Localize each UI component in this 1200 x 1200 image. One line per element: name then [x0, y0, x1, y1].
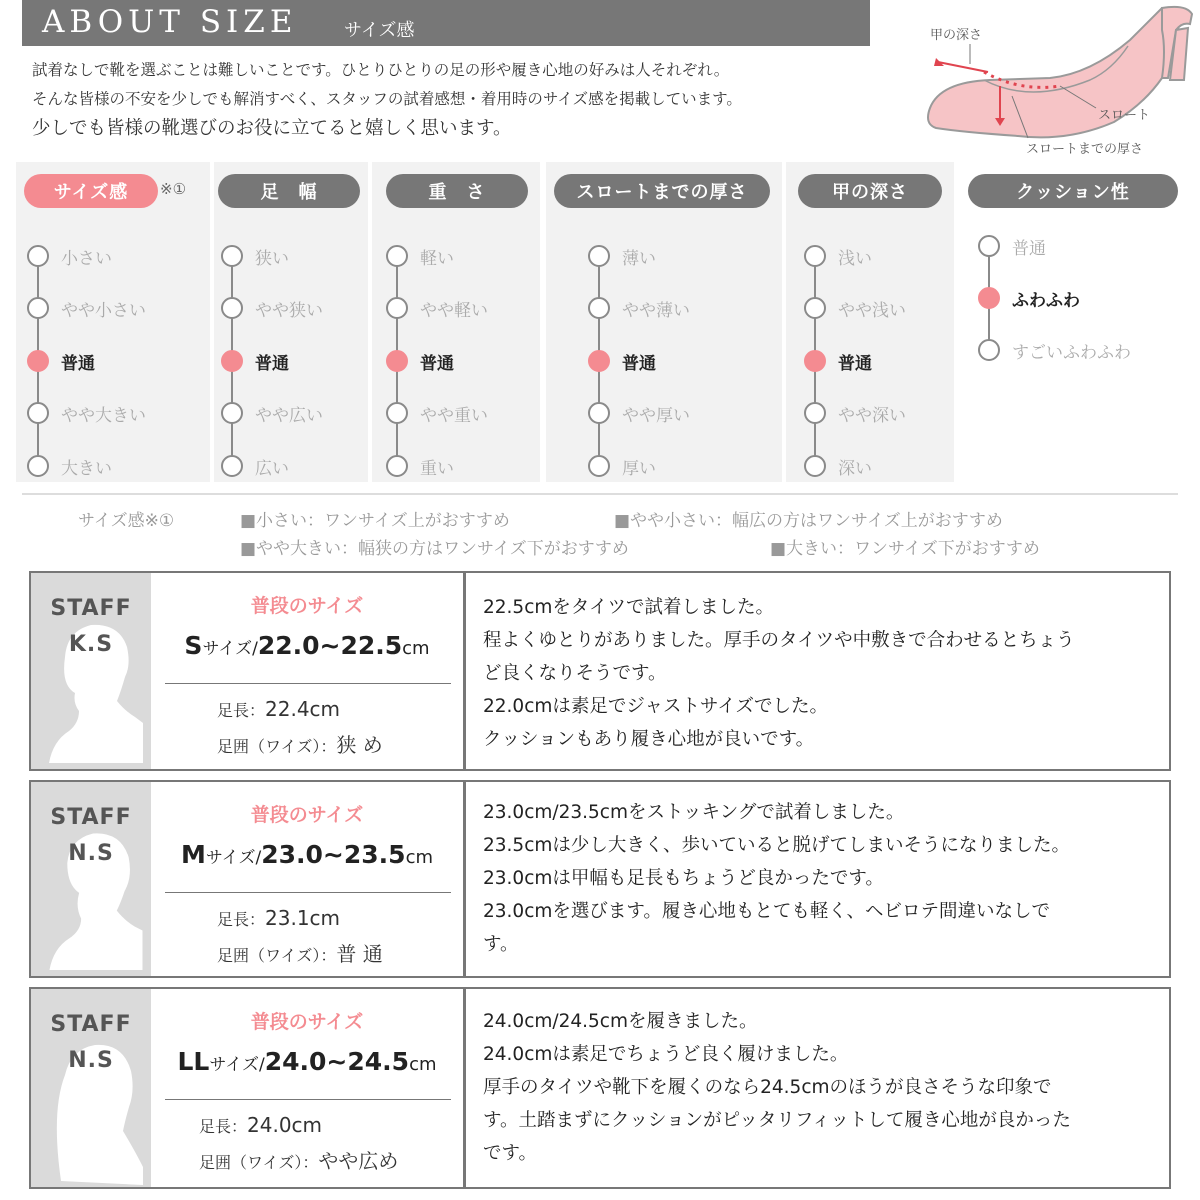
- foot-width-label: 足囲（ワイズ）：: [199, 1153, 319, 1172]
- rating-option: [27, 294, 146, 322]
- staff-label: STAFF: [50, 596, 132, 621]
- rating-option: [221, 294, 323, 322]
- foot-length-label: 足長：: [217, 701, 266, 720]
- staff-side-panel: [31, 573, 151, 769]
- rating-option: [978, 284, 1080, 312]
- comment-line: 23.0cm/23.5cmをストッキングで試着しました。: [483, 802, 905, 823]
- radio-dot-icon: [221, 297, 243, 319]
- rating-panel: [786, 162, 954, 482]
- rating-option: [804, 242, 872, 270]
- size-note-item: ■やや大きい：幅狭の方はワンサイズ下がおすすめ: [240, 539, 629, 559]
- radio-dot-icon: [27, 455, 49, 477]
- comment-line: 22.0cmは素足でジャストサイズでした。: [483, 696, 829, 717]
- size-note-label: サイズ感※①: [78, 511, 175, 531]
- radio-dot-icon: [221, 245, 243, 267]
- radio-dot-icon: [386, 245, 408, 267]
- rating-option: [588, 347, 656, 375]
- rating-option: [588, 294, 690, 322]
- rating-option-label: やや小さい: [61, 300, 146, 321]
- rating-option: [804, 294, 906, 322]
- usual-size-title: 普段のサイズ: [250, 595, 364, 617]
- rating-option: [27, 242, 112, 270]
- radio-dot-icon: [588, 297, 610, 319]
- foot-length: [217, 906, 340, 930]
- divider-line: [165, 1099, 451, 1100]
- foot-length: [217, 697, 340, 721]
- comment-line: 22.5cmをタイツで試着しました。: [483, 597, 775, 618]
- rating-option: [386, 242, 454, 270]
- staff-comment: [483, 1005, 1159, 1170]
- staff-label: STAFF: [50, 1012, 132, 1037]
- rating-option-label: 普通: [622, 353, 656, 374]
- rating-option-label: 狭い: [255, 248, 289, 269]
- rating-panel: [372, 162, 540, 482]
- radio-dot-icon: [804, 245, 826, 267]
- rating-option-label: 重い: [420, 458, 454, 479]
- radio-dot-icon: [978, 339, 1000, 361]
- size-part: cm: [409, 1054, 437, 1075]
- selected-dot-icon: [386, 350, 408, 372]
- rating-option: [588, 399, 690, 427]
- staff-comment: [483, 796, 1159, 961]
- diagram-label-throat-thickness: スロートまでの厚さ: [1026, 142, 1144, 157]
- rating-option-label: 普通: [420, 353, 454, 374]
- radio-dot-icon: [588, 455, 610, 477]
- rating-option-label: やや軽い: [420, 300, 488, 321]
- size-part: 24.0~24.5: [264, 1047, 410, 1076]
- staff-card: [29, 571, 1171, 771]
- foot-width-value: 狭 め: [336, 733, 383, 757]
- foot-length-label: 足長：: [199, 1117, 248, 1136]
- rating-option-label: 広い: [255, 458, 289, 479]
- card-divider: [463, 782, 466, 976]
- staff-label: STAFF: [50, 805, 132, 830]
- selected-dot-icon: [221, 350, 243, 372]
- rating-title: 重 さ: [386, 174, 528, 208]
- selected-dot-icon: [804, 350, 826, 372]
- page-title: ABOUT SIZE: [42, 4, 298, 40]
- rating-option: [27, 452, 112, 480]
- divider-line: [165, 892, 451, 893]
- intro-line: そんな皆様の不安を少しでも解消すべく、スタッフの試着感想・着用時のサイズ感を掲載しています。: [32, 90, 742, 108]
- foot-length-value: 22.4cm: [265, 697, 341, 721]
- size-note-item: ■やや小さい：幅広の方はワンサイズ上がおすすめ: [614, 511, 1003, 531]
- radio-dot-icon: [221, 455, 243, 477]
- rating-option: [978, 336, 1131, 364]
- card-divider: [463, 573, 466, 769]
- comment-line: です。: [483, 1143, 538, 1164]
- staff-card: [29, 780, 1171, 978]
- size-part: サイズ/: [202, 639, 258, 659]
- radio-dot-icon: [804, 455, 826, 477]
- intro-line: 少しでも皆様の靴選びのお役に立てると嬉しく思います。: [32, 118, 512, 139]
- rating-note: ※①: [160, 180, 187, 198]
- foot-width-value: やや広め: [318, 1149, 399, 1173]
- staff-initials: N.S: [68, 841, 114, 866]
- rating-option-label: やや重い: [420, 405, 488, 426]
- card-divider: [463, 989, 466, 1187]
- selected-dot-icon: [27, 350, 49, 372]
- staff-initials: K.S: [68, 632, 114, 657]
- rating-option: [978, 232, 1046, 260]
- foot-width: [217, 729, 383, 758]
- rating-option-label: 厚い: [622, 458, 656, 479]
- rating-panel: [16, 162, 210, 482]
- radio-dot-icon: [27, 297, 49, 319]
- size-part: サイズ/: [205, 848, 262, 868]
- comment-line: 厚手のタイツや靴下を履くのなら24.5cmのほうが良さそうな印象で: [483, 1077, 1052, 1098]
- rating-option: [804, 399, 906, 427]
- rating-option: [221, 242, 289, 270]
- comment-line: す。: [483, 934, 519, 955]
- staff-comment: [483, 591, 1159, 756]
- comment-line: ど良くなりそうです。: [483, 663, 667, 684]
- foot-length: [199, 1113, 322, 1137]
- rating-option-label: やや大きい: [61, 405, 146, 426]
- usual-size-title: 普段のサイズ: [250, 804, 364, 826]
- foot-width-value: 普 通: [336, 942, 383, 966]
- intro-line: 試着なしで靴を選ぶことは難しいことです。ひとりひとりの足の形や履き心地の好みは人それぞれ。: [32, 61, 730, 79]
- size-part: 22.0~22.5: [257, 631, 403, 660]
- selected-dot-icon: [978, 287, 1000, 309]
- rating-option-label: ふわふわ: [1012, 290, 1080, 311]
- rating-option: [386, 294, 488, 322]
- staff-side-panel: [31, 989, 151, 1187]
- comment-line: 23.0cmは甲幅も足長もちょうど良かったです。: [483, 868, 884, 889]
- radio-dot-icon: [588, 402, 610, 424]
- shoe-diagram: [900, 0, 1200, 160]
- divider-line: [165, 683, 451, 684]
- rating-option: [386, 347, 454, 375]
- comment-line: 24.0cm/24.5cmを履きました。: [483, 1011, 758, 1032]
- rating-option-label: やや狭い: [255, 300, 323, 321]
- rating-title: 甲の深さ: [798, 174, 942, 208]
- radio-dot-icon: [27, 245, 49, 267]
- usual-size-value: [151, 631, 463, 660]
- rating-option-label: 深い: [838, 458, 872, 479]
- rating-title: スロートまでの厚さ: [554, 174, 770, 208]
- rating-option-label: やや浅い: [838, 300, 906, 321]
- rating-option-label: 大きい: [61, 458, 112, 479]
- size-part: LL: [177, 1047, 210, 1076]
- selected-dot-icon: [588, 350, 610, 372]
- rating-option-label: 普通: [255, 353, 289, 374]
- rating-option-label: やや広い: [255, 405, 323, 426]
- rating-option: [804, 452, 872, 480]
- radio-dot-icon: [588, 245, 610, 267]
- comment-line: 23.5cmは少し大きく、歩いていると脱げてしまいそうになりました。: [483, 835, 1071, 856]
- rating-option-label: やや深い: [838, 405, 906, 426]
- rating-option-label: やや薄い: [622, 300, 690, 321]
- comment-line: クッションもあり履き心地が良いです。: [483, 729, 815, 750]
- usual-size-title: 普段のサイズ: [250, 1011, 364, 1033]
- separator: [22, 493, 1178, 495]
- foot-length-value: 23.1cm: [265, 906, 341, 930]
- rating-option: [386, 452, 454, 480]
- size-part: cm: [402, 638, 430, 659]
- radio-dot-icon: [978, 235, 1000, 257]
- staff-initials: N.S: [68, 1048, 114, 1073]
- rating-option-label: 普通: [1012, 238, 1046, 259]
- rating-option: [588, 242, 656, 270]
- rating-option-label: すごいふわふわ: [1012, 342, 1131, 363]
- size-part: サイズ/: [209, 1055, 265, 1075]
- diagram-label-throat: スロート: [1098, 108, 1151, 123]
- usual-size-value: [151, 1047, 463, 1076]
- size-part: 23.0~23.5: [261, 840, 406, 869]
- foot-width-label: 足囲（ワイズ）：: [217, 737, 337, 756]
- rating-option-label: 軽い: [420, 248, 454, 269]
- rating-option-label: 薄い: [622, 248, 656, 269]
- foot-width: [217, 938, 383, 967]
- rating-option: [27, 399, 146, 427]
- rating-panel: [962, 162, 1184, 482]
- comment-line: 23.0cmを選びます。履き心地もとても軽く、ヘビロテ間違いなしで: [483, 901, 1051, 922]
- rating-option: [221, 399, 323, 427]
- radio-dot-icon: [27, 402, 49, 424]
- staff-side-panel: [31, 782, 151, 976]
- size-part: cm: [405, 847, 433, 868]
- comment-line: 程よくゆとりがありました。厚手のタイツや中敷きで合わせるとちょう: [483, 630, 1075, 651]
- comment-line: す。土踏まずにクッションがピッタリフィットして履き心地が良かった: [483, 1110, 1071, 1131]
- usual-size-value: [151, 840, 463, 869]
- rating-title: サイズ感: [24, 174, 158, 208]
- rating-title: クッション性: [968, 174, 1178, 208]
- rating-option-label: 普通: [61, 353, 95, 374]
- intro-text: [32, 56, 892, 144]
- rating-option-label: 浅い: [838, 248, 872, 269]
- rating-panel: [546, 162, 782, 482]
- radio-dot-icon: [221, 402, 243, 424]
- radio-dot-icon: [386, 455, 408, 477]
- rating-option-label: やや厚い: [622, 405, 690, 426]
- foot-width-label: 足囲（ワイズ）：: [217, 946, 337, 965]
- staff-card: [29, 987, 1171, 1189]
- foot-width: [199, 1145, 398, 1174]
- rating-option: [221, 347, 289, 375]
- size-note-item: ■小さい：ワンサイズ上がおすすめ: [240, 511, 510, 531]
- radio-dot-icon: [804, 402, 826, 424]
- rating-option: [386, 399, 488, 427]
- radio-dot-icon: [386, 297, 408, 319]
- rating-option-label: 普通: [838, 353, 872, 374]
- rating-option: [27, 347, 95, 375]
- size-part: M: [180, 840, 206, 869]
- radio-dot-icon: [386, 402, 408, 424]
- comment-line: 24.0cmは素足でちょうど良く履けました。: [483, 1044, 849, 1065]
- rating-title: 足 幅: [218, 174, 360, 208]
- foot-length-label: 足長：: [217, 910, 266, 929]
- rating-panel: [214, 162, 368, 482]
- rating-option: [221, 452, 289, 480]
- diagram-label-instep: 甲の深さ: [930, 28, 983, 43]
- radio-dot-icon: [804, 297, 826, 319]
- rating-option-label: 小さい: [61, 248, 112, 269]
- size-part: S: [184, 631, 203, 660]
- rating-option: [804, 347, 872, 375]
- page-subtitle: サイズ感: [344, 20, 415, 41]
- size-note-item: ■大きい：ワンサイズ下がおすすめ: [770, 539, 1040, 559]
- rating-option: [588, 452, 656, 480]
- foot-length-value: 24.0cm: [247, 1113, 323, 1137]
